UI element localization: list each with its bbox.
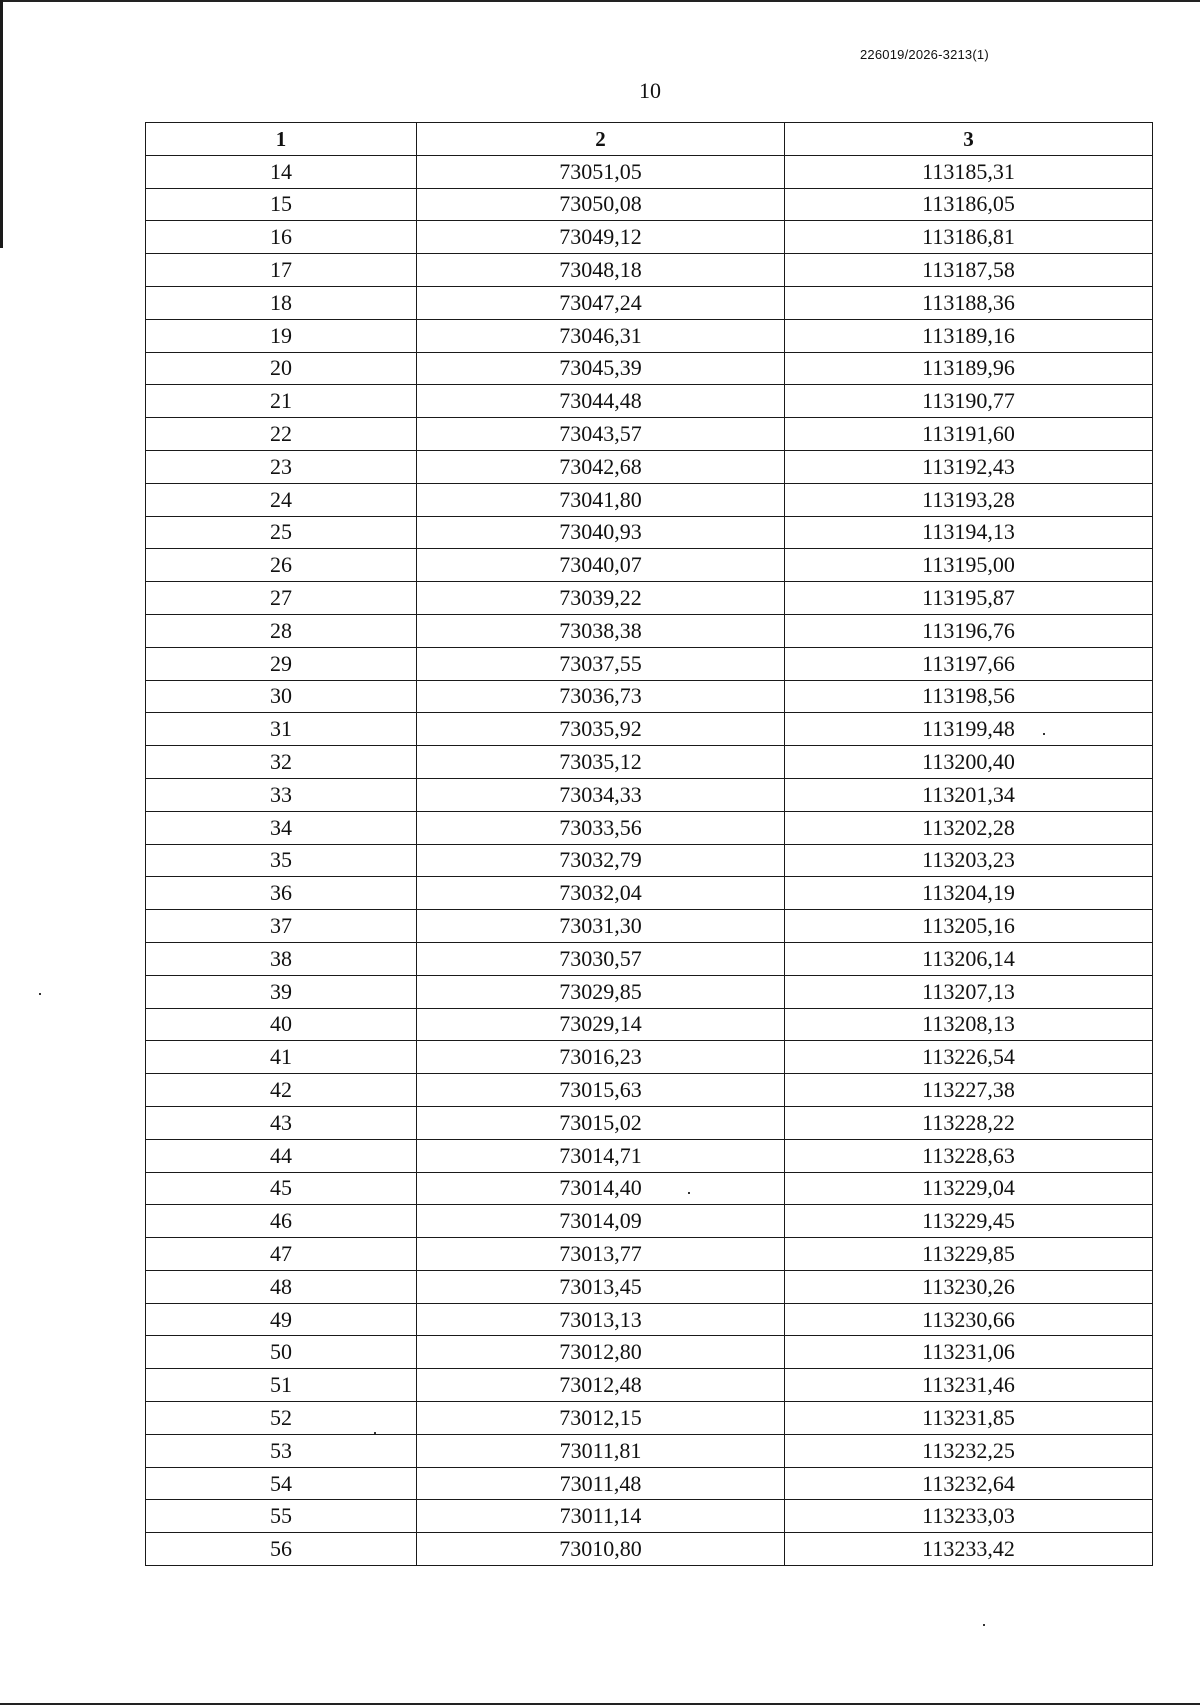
table-row bbox=[146, 1041, 1153, 1074]
y-coordinate-cell: 113229,45 bbox=[785, 1205, 1153, 1238]
x-coordinate-cell: 73032,79 bbox=[417, 844, 785, 877]
table-header-row bbox=[146, 123, 1153, 156]
y-coordinate-cell: 113206,14 bbox=[785, 942, 1153, 975]
table-row bbox=[146, 614, 1153, 647]
point-number-cell: 31 bbox=[146, 713, 417, 746]
y-coordinate-cell: 113231,85 bbox=[785, 1402, 1153, 1435]
y-coordinate-cell: 113189,96 bbox=[785, 352, 1153, 385]
column-header-1: 1 bbox=[146, 123, 417, 156]
table-row bbox=[146, 910, 1153, 943]
x-coordinate-cell: 73031,30 bbox=[417, 910, 785, 943]
x-coordinate-cell: 73030,57 bbox=[417, 942, 785, 975]
point-number-cell: 54 bbox=[146, 1467, 417, 1500]
point-number-cell: 35 bbox=[146, 844, 417, 877]
table-row bbox=[146, 1500, 1153, 1533]
x-coordinate-cell: 73034,33 bbox=[417, 778, 785, 811]
x-coordinate-cell: 73040,07 bbox=[417, 549, 785, 582]
x-coordinate-cell: 73029,85 bbox=[417, 975, 785, 1008]
y-coordinate-cell: 113230,26 bbox=[785, 1270, 1153, 1303]
point-number-cell: 23 bbox=[146, 450, 417, 483]
point-number-cell: 41 bbox=[146, 1041, 417, 1074]
y-coordinate-cell: 113186,05 bbox=[785, 188, 1153, 221]
point-number-cell: 43 bbox=[146, 1106, 417, 1139]
point-number-cell: 17 bbox=[146, 254, 417, 287]
y-coordinate-cell: 113196,76 bbox=[785, 614, 1153, 647]
table-row bbox=[146, 713, 1153, 746]
point-number-cell: 32 bbox=[146, 746, 417, 779]
table-body bbox=[146, 155, 1153, 1565]
y-coordinate-cell: 113193,28 bbox=[785, 483, 1153, 516]
x-coordinate-cell: 73036,73 bbox=[417, 680, 785, 713]
point-number-cell: 37 bbox=[146, 910, 417, 943]
y-coordinate-cell: 113202,28 bbox=[785, 811, 1153, 844]
table-row bbox=[146, 1139, 1153, 1172]
x-coordinate-cell: 73041,80 bbox=[417, 483, 785, 516]
table-row bbox=[146, 516, 1153, 549]
y-coordinate-cell: 113192,43 bbox=[785, 450, 1153, 483]
table-row bbox=[146, 1172, 1153, 1205]
point-number-cell: 26 bbox=[146, 549, 417, 582]
y-coordinate-cell: 113229,04 bbox=[785, 1172, 1153, 1205]
x-coordinate-cell: 73016,23 bbox=[417, 1041, 785, 1074]
point-number-cell: 55 bbox=[146, 1500, 417, 1533]
x-coordinate-cell: 73014,40 bbox=[417, 1172, 785, 1205]
point-number-cell: 50 bbox=[146, 1336, 417, 1369]
table-row bbox=[146, 286, 1153, 319]
point-number-cell: 18 bbox=[146, 286, 417, 319]
x-coordinate-cell: 73012,80 bbox=[417, 1336, 785, 1369]
y-coordinate-cell: 113203,23 bbox=[785, 844, 1153, 877]
point-number-cell: 45 bbox=[146, 1172, 417, 1205]
y-coordinate-cell: 113197,66 bbox=[785, 647, 1153, 680]
x-coordinate-cell: 73047,24 bbox=[417, 286, 785, 319]
x-coordinate-cell: 73013,13 bbox=[417, 1303, 785, 1336]
point-number-cell: 28 bbox=[146, 614, 417, 647]
point-number-cell: 56 bbox=[146, 1533, 417, 1566]
point-number-cell: 39 bbox=[146, 975, 417, 1008]
y-coordinate-cell: 113189,16 bbox=[785, 319, 1153, 352]
y-coordinate-cell: 113201,34 bbox=[785, 778, 1153, 811]
x-coordinate-cell: 73012,15 bbox=[417, 1402, 785, 1435]
table-row bbox=[146, 254, 1153, 287]
point-number-cell: 51 bbox=[146, 1369, 417, 1402]
point-number-cell: 30 bbox=[146, 680, 417, 713]
table-row bbox=[146, 418, 1153, 451]
point-number-cell: 20 bbox=[146, 352, 417, 385]
x-coordinate-cell: 73012,48 bbox=[417, 1369, 785, 1402]
table-row bbox=[146, 680, 1153, 713]
y-coordinate-cell: 113188,36 bbox=[785, 286, 1153, 319]
point-number-cell: 24 bbox=[146, 483, 417, 516]
x-coordinate-cell: 73013,45 bbox=[417, 1270, 785, 1303]
table-row bbox=[146, 188, 1153, 221]
x-coordinate-cell: 73043,57 bbox=[417, 418, 785, 451]
point-number-cell: 33 bbox=[146, 778, 417, 811]
table-row bbox=[146, 1270, 1153, 1303]
x-coordinate-cell: 73045,39 bbox=[417, 352, 785, 385]
point-number-cell: 27 bbox=[146, 582, 417, 615]
x-coordinate-cell: 73011,48 bbox=[417, 1467, 785, 1500]
table-row bbox=[146, 746, 1153, 779]
table-row bbox=[146, 221, 1153, 254]
y-coordinate-cell: 113187,58 bbox=[785, 254, 1153, 287]
column-header-2: 2 bbox=[417, 123, 785, 156]
x-coordinate-cell: 73013,77 bbox=[417, 1238, 785, 1271]
y-coordinate-cell: 113231,46 bbox=[785, 1369, 1153, 1402]
y-coordinate-cell: 113208,13 bbox=[785, 1008, 1153, 1041]
table-row bbox=[146, 483, 1153, 516]
x-coordinate-cell: 73040,93 bbox=[417, 516, 785, 549]
scan-speck bbox=[688, 1192, 690, 1194]
x-coordinate-cell: 73037,55 bbox=[417, 647, 785, 680]
x-coordinate-cell: 73046,31 bbox=[417, 319, 785, 352]
y-coordinate-cell: 113228,63 bbox=[785, 1139, 1153, 1172]
table-row bbox=[146, 811, 1153, 844]
x-coordinate-cell: 73049,12 bbox=[417, 221, 785, 254]
y-coordinate-cell: 113194,13 bbox=[785, 516, 1153, 549]
table-row bbox=[146, 1336, 1153, 1369]
point-number-cell: 15 bbox=[146, 188, 417, 221]
x-coordinate-cell: 73011,14 bbox=[417, 1500, 785, 1533]
point-number-cell: 48 bbox=[146, 1270, 417, 1303]
coordinates-table bbox=[145, 122, 1153, 1566]
table-row bbox=[146, 319, 1153, 352]
point-number-cell: 42 bbox=[146, 1074, 417, 1107]
table-row bbox=[146, 647, 1153, 680]
table-row bbox=[146, 1238, 1153, 1271]
table-row bbox=[146, 1303, 1153, 1336]
y-coordinate-cell: 113199,48 bbox=[785, 713, 1153, 746]
scan-speck bbox=[1043, 733, 1045, 735]
point-number-cell: 16 bbox=[146, 221, 417, 254]
x-coordinate-cell: 73032,04 bbox=[417, 877, 785, 910]
x-coordinate-cell: 73035,12 bbox=[417, 746, 785, 779]
y-coordinate-cell: 113230,66 bbox=[785, 1303, 1153, 1336]
point-number-cell: 44 bbox=[146, 1139, 417, 1172]
point-number-cell: 40 bbox=[146, 1008, 417, 1041]
x-coordinate-cell: 73044,48 bbox=[417, 385, 785, 418]
point-number-cell: 52 bbox=[146, 1402, 417, 1435]
y-coordinate-cell: 113205,16 bbox=[785, 910, 1153, 943]
point-number-cell: 34 bbox=[146, 811, 417, 844]
y-coordinate-cell: 113228,22 bbox=[785, 1106, 1153, 1139]
point-number-cell: 47 bbox=[146, 1238, 417, 1271]
y-coordinate-cell: 113227,38 bbox=[785, 1074, 1153, 1107]
y-coordinate-cell: 113195,00 bbox=[785, 549, 1153, 582]
x-coordinate-cell: 73011,81 bbox=[417, 1434, 785, 1467]
scan-speck bbox=[39, 993, 41, 995]
table-row bbox=[146, 582, 1153, 615]
x-coordinate-cell: 73035,92 bbox=[417, 713, 785, 746]
x-coordinate-cell: 73051,05 bbox=[417, 155, 785, 188]
table-row bbox=[146, 778, 1153, 811]
y-coordinate-cell: 113186,81 bbox=[785, 221, 1153, 254]
x-coordinate-cell: 73033,56 bbox=[417, 811, 785, 844]
table-row bbox=[146, 942, 1153, 975]
x-coordinate-cell: 73010,80 bbox=[417, 1533, 785, 1566]
x-coordinate-cell: 73039,22 bbox=[417, 582, 785, 615]
point-number-cell: 21 bbox=[146, 385, 417, 418]
document-number: 226019/2026-3213(1) bbox=[860, 47, 989, 62]
table-row bbox=[146, 549, 1153, 582]
x-coordinate-cell: 73042,68 bbox=[417, 450, 785, 483]
scan-speck bbox=[983, 1624, 985, 1626]
y-coordinate-cell: 113207,13 bbox=[785, 975, 1153, 1008]
x-coordinate-cell: 73015,02 bbox=[417, 1106, 785, 1139]
point-number-cell: 53 bbox=[146, 1434, 417, 1467]
y-coordinate-cell: 113200,40 bbox=[785, 746, 1153, 779]
table-row bbox=[146, 1205, 1153, 1238]
x-coordinate-cell: 73050,08 bbox=[417, 188, 785, 221]
table-row bbox=[146, 1434, 1153, 1467]
point-number-cell: 38 bbox=[146, 942, 417, 975]
left-scan-edge-mark bbox=[0, 0, 3, 248]
table-row bbox=[146, 1467, 1153, 1500]
table-row bbox=[146, 975, 1153, 1008]
table-row bbox=[146, 844, 1153, 877]
table-row bbox=[146, 450, 1153, 483]
point-number-cell: 19 bbox=[146, 319, 417, 352]
table-row bbox=[146, 1106, 1153, 1139]
table-row bbox=[146, 1074, 1153, 1107]
y-coordinate-cell: 113233,03 bbox=[785, 1500, 1153, 1533]
y-coordinate-cell: 113229,85 bbox=[785, 1238, 1153, 1271]
y-coordinate-cell: 113191,60 bbox=[785, 418, 1153, 451]
x-coordinate-cell: 73048,18 bbox=[417, 254, 785, 287]
table-row bbox=[146, 1369, 1153, 1402]
point-number-cell: 22 bbox=[146, 418, 417, 451]
table-row bbox=[146, 352, 1153, 385]
point-number-cell: 29 bbox=[146, 647, 417, 680]
y-coordinate-cell: 113204,19 bbox=[785, 877, 1153, 910]
y-coordinate-cell: 113190,77 bbox=[785, 385, 1153, 418]
x-coordinate-cell: 73014,71 bbox=[417, 1139, 785, 1172]
point-number-cell: 49 bbox=[146, 1303, 417, 1336]
table-row bbox=[146, 1008, 1153, 1041]
table-row bbox=[146, 1533, 1153, 1566]
table-row bbox=[146, 877, 1153, 910]
x-coordinate-cell: 73029,14 bbox=[417, 1008, 785, 1041]
table-row bbox=[146, 1402, 1153, 1435]
x-coordinate-cell: 73038,38 bbox=[417, 614, 785, 647]
table-row bbox=[146, 385, 1153, 418]
y-coordinate-cell: 113198,56 bbox=[785, 680, 1153, 713]
point-number-cell: 25 bbox=[146, 516, 417, 549]
bottom-scan-edge bbox=[0, 1703, 1200, 1705]
x-coordinate-cell: 73014,09 bbox=[417, 1205, 785, 1238]
page-number: 10 bbox=[639, 78, 661, 103]
point-number-cell: 14 bbox=[146, 155, 417, 188]
top-scan-edge bbox=[0, 0, 1200, 2]
point-number-cell: 36 bbox=[146, 877, 417, 910]
x-coordinate-cell: 73015,63 bbox=[417, 1074, 785, 1107]
column-header-3: 3 bbox=[785, 123, 1153, 156]
y-coordinate-cell: 113232,64 bbox=[785, 1467, 1153, 1500]
y-coordinate-cell: 113231,06 bbox=[785, 1336, 1153, 1369]
y-coordinate-cell: 113226,54 bbox=[785, 1041, 1153, 1074]
y-coordinate-cell: 113195,87 bbox=[785, 582, 1153, 615]
y-coordinate-cell: 113232,25 bbox=[785, 1434, 1153, 1467]
scan-speck bbox=[374, 1432, 376, 1434]
y-coordinate-cell: 113233,42 bbox=[785, 1533, 1153, 1566]
y-coordinate-cell: 113185,31 bbox=[785, 155, 1153, 188]
table-row bbox=[146, 155, 1153, 188]
point-number-cell: 46 bbox=[146, 1205, 417, 1238]
